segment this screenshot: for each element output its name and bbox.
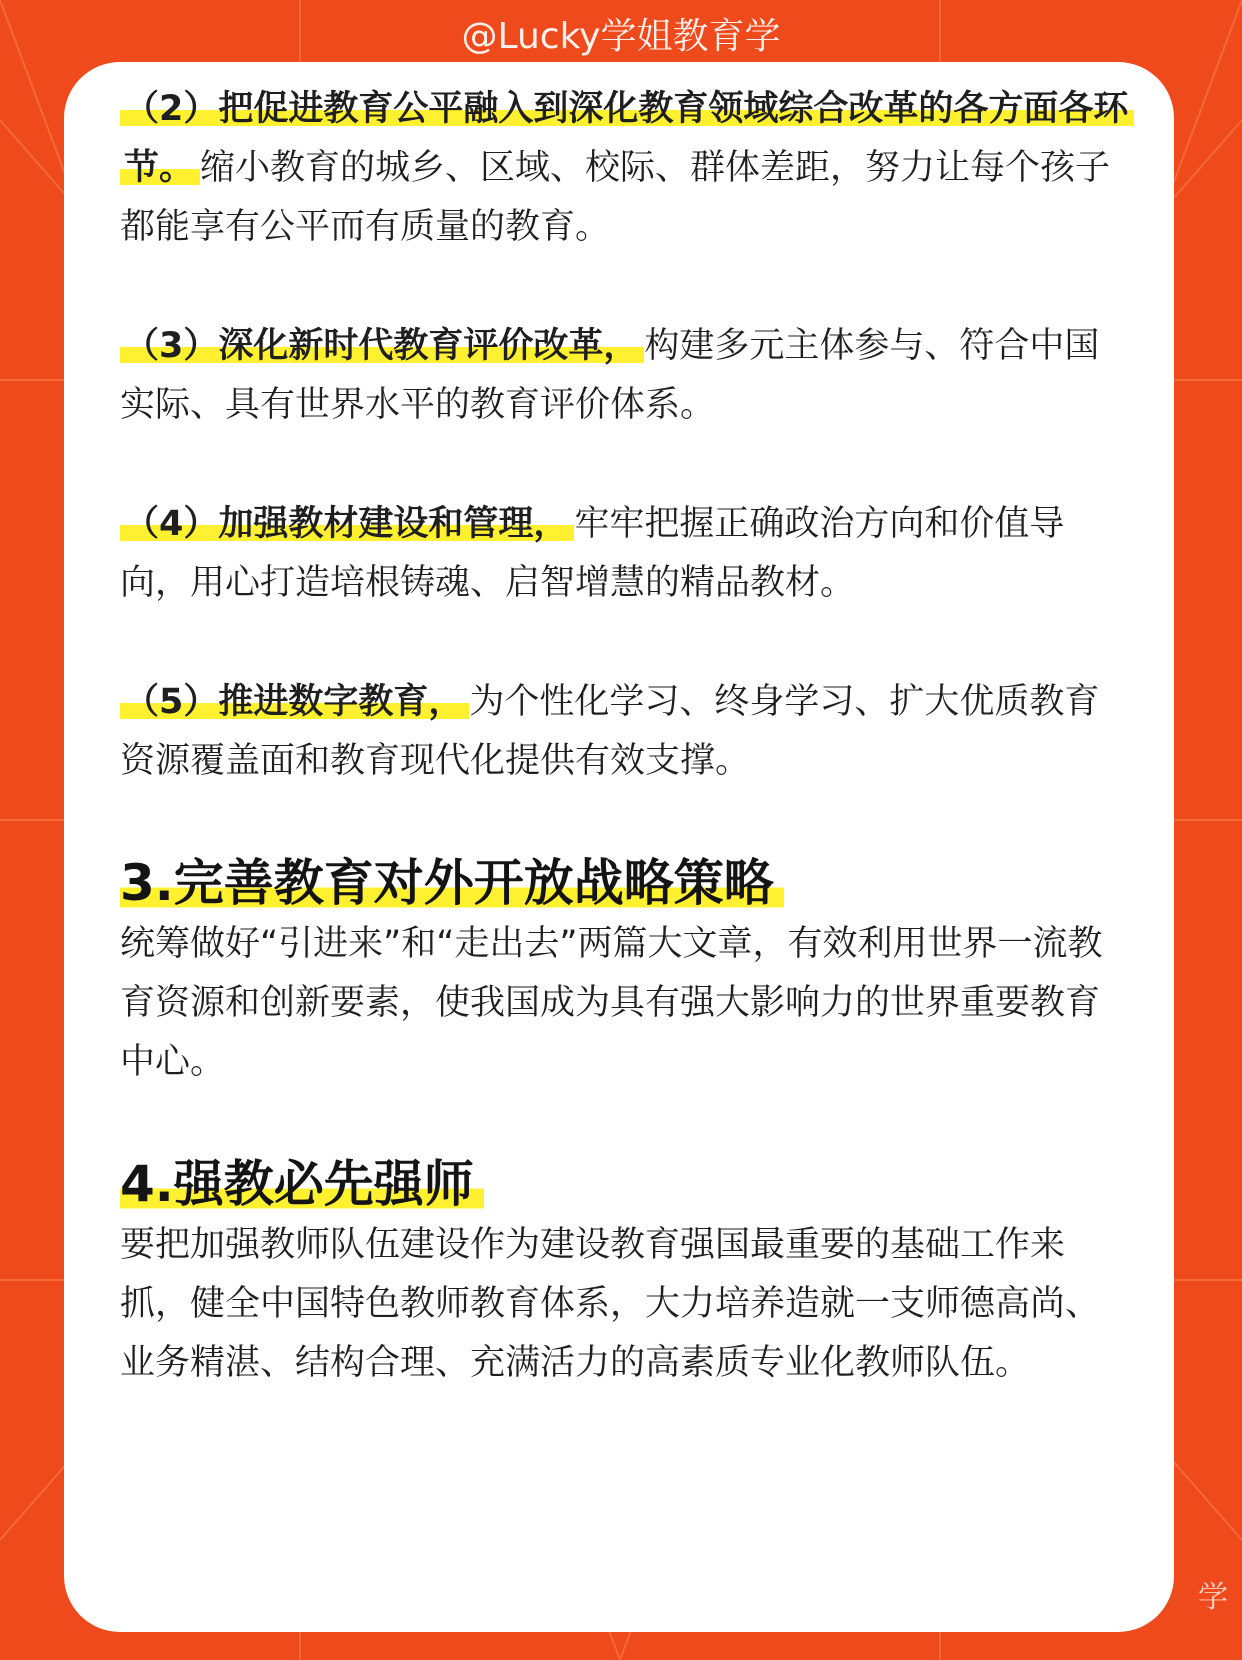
spacer: [120, 613, 1130, 673]
content-card: [64, 62, 1174, 1632]
section-body-4: 要把加强教师队伍建设作为建设教育强国最重要的基础工作来抓，健全中国特色教师教育体系，大力培养造就一支师德高尚、业务精湛、结构合理、充满活力的高素质专业化教师队伍。: [120, 1225, 1101, 1383]
spacer: [120, 257, 1130, 317]
section-body-3: 统筹做好“引进来”和“走出去”两篇大文章，有效利用世界一流教育资源和创新要素，使我国成为具有强大影响力的世界重要教育中心。: [120, 924, 1103, 1082]
highlight-text: （2）把促进教育公平融入到深化教育领域综合改革的各方面各环节。: [120, 89, 1134, 188]
spacer: [120, 791, 1130, 851]
highlight-text: （4）加强教材建设和管理，: [120, 504, 574, 544]
watermark-top: @Lucky学姐教育学: [461, 16, 781, 57]
body-text: 为个性化学习、终身学习、扩大优质教育资源覆盖面和教育现代化提供有效支撑。: [120, 682, 1100, 781]
section-title-4: 4.强教必先强师: [120, 1152, 1130, 1216]
spacer: [120, 435, 1130, 495]
paragraph-item-3: [120, 317, 1130, 435]
section-title-3: 3.完善教育对外开放战略策略: [120, 851, 1130, 915]
paragraph-item-4: [120, 495, 1130, 613]
highlight-text: （5）推进数字教育，: [120, 682, 469, 722]
body-text: 牢牢把握正确政治方向和价值导向，用心打造培根铸魂、启智增慧的精品教材。: [120, 504, 1065, 603]
body-text: 缩小教育的城乡、区域、校际、群体差距，努力让每个孩子都能享有公平而有质量的教育。: [120, 148, 1111, 247]
spacer: [120, 1092, 1130, 1152]
highlight-text: （3）深化新时代教育评价改革，: [120, 326, 644, 366]
paragraph-item-5: [120, 673, 1130, 791]
paragraph-item-2: [120, 80, 1130, 257]
watermark-bottom: 学: [1198, 1580, 1228, 1615]
body-text: 构建多元主体参与、符合中国实际、具有世界水平的教育评价体系。: [120, 326, 1100, 425]
article-body: [120, 80, 1130, 1393]
